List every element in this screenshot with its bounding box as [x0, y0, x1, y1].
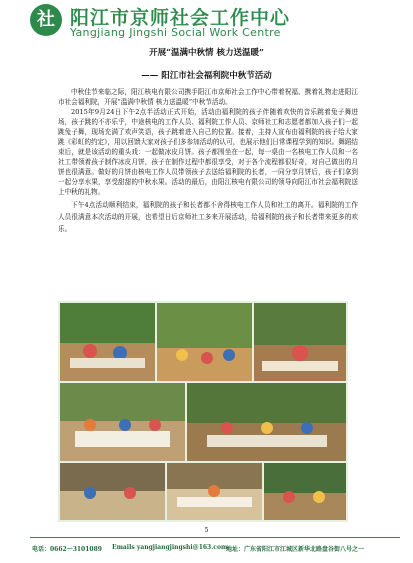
page-header	[0, 0, 413, 44]
event-photo	[60, 463, 165, 520]
event-photo	[254, 303, 346, 381]
organization-logo-icon: 社	[30, 4, 62, 36]
event-photo	[264, 463, 346, 520]
article-title: 开展“温满中秋情 核力送温暖”	[149, 48, 264, 58]
article-subtitle: —— 阳江市社会福利院中秋节活动	[141, 71, 272, 81]
footer-email: Emails yangjiangjingshi@163.com	[112, 544, 228, 551]
article-body	[58, 87, 358, 235]
footer-phone: 电话：0662一3101089	[32, 546, 102, 553]
paragraph-conclusion: 下午4点活动顺利结束，福利院的孩子和长者都不舍得核电工作人员和社工的离开。福利院的工作人员很满意本次活动的开展，也希望日后京师社工多来开展活动，给福利院的孩子和长者带来更多的欢乐。	[58, 201, 358, 233]
paragraph-intro: 中秋佳节来临之际，阳江核电有限公司携手阳江市京师社会工作中心带着祝福、携着礼物走进阳江市社会福利院，开展“温满中秋情 核力送温暖”中秋节活动。	[58, 88, 358, 106]
page-number: 5	[204, 527, 209, 534]
photo-collage	[58, 301, 348, 522]
event-photo	[60, 383, 185, 461]
event-photo	[167, 463, 262, 520]
organization-name-en: Yangjiang Jingshi Social Work Centre	[70, 26, 281, 39]
organization-name-cn: 阳江市京师社会工作中心	[70, 7, 291, 29]
event-photo	[60, 303, 155, 381]
footer-divider	[30, 537, 400, 538]
paragraph-activity: 2015年9月24日下午2点半活动正式开始，活动由福利院的孩子伴随着欢快的音乐跳着兔子舞进场，孩子跳的不亦乐乎，中途核电的工作人员、福利院工作人员、京师社工和志愿者都加入孩子们一起跳兔子舞，现场充满了欢声笑语，孩子跳着进入自己的位置。接着，主持人宣布由福利院的孩子给大家跳《彩虹的约定》，用以回馈大家对孩子们多参加活动的认可，也展示他们日常课程学到的知识。舞蹈结束后，就是该活动的重头戏：一起做冰皮月饼。孩子都围坐在一起，每一桌由一名核电工作人员和一名社工带领着孩子制作冰皮月饼，孩子在制作过程中都很享受，对于各个流程都很好奇，对自己做出的月饼也很满意。做好的月饼由核电工作人员带领孩子去送给福利院的长者，一同分享月饼后，孩子们拿到一起分享水果，享受甜甜的中秋水果。活动的最后，由阳江核电有限公司的领导向阳江市社会福利院送上中秋的礼物。	[58, 108, 359, 196]
footer-address: 地址：广东省阳江市江城区新华北路盘谷街八号之一	[226, 546, 365, 553]
event-photo	[157, 303, 252, 381]
event-photo	[187, 383, 346, 461]
